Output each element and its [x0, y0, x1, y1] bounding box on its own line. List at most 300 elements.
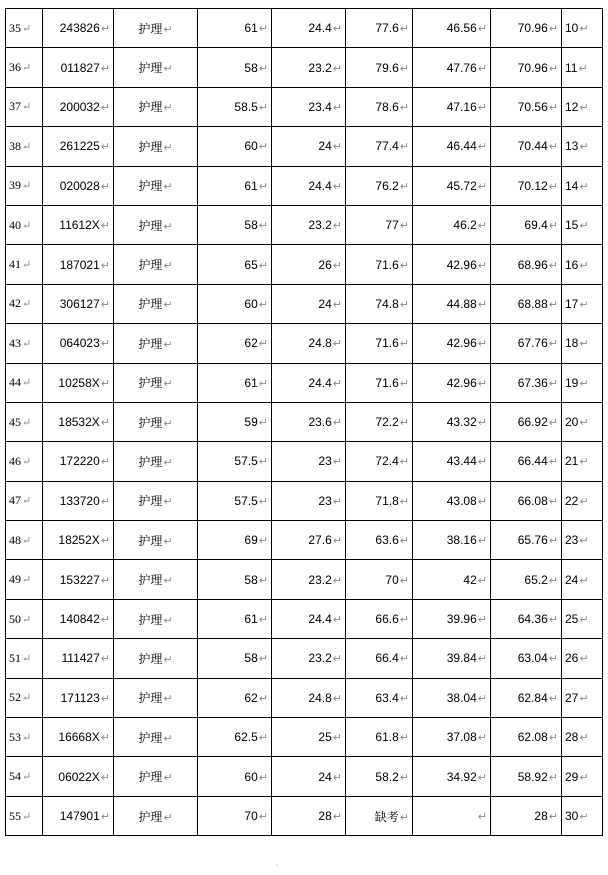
- cell-value: 55: [9, 808, 21, 823]
- paragraph-mark-icon: ↵: [477, 456, 487, 469]
- paragraph-mark-icon: ↵: [399, 732, 409, 745]
- cell-value: 37.08: [446, 730, 477, 745]
- score-b-cell: [272, 205, 346, 244]
- cell-value: 35: [9, 20, 21, 35]
- paragraph-mark-icon: ↵: [477, 298, 487, 311]
- table-row: [6, 87, 603, 126]
- total-score-cell: [491, 245, 562, 284]
- paragraph-mark-icon: ↵: [399, 574, 409, 587]
- paragraph-mark-icon: ↵: [163, 260, 173, 273]
- score-d-cell: [413, 284, 491, 323]
- cell-value: 护理: [138, 376, 163, 391]
- paragraph-mark-icon: ↵: [477, 101, 487, 114]
- major-cell: [114, 678, 198, 717]
- cell-value: 10258X: [58, 375, 100, 390]
- paragraph-mark-icon: ↵: [100, 417, 110, 430]
- id-cell: [43, 245, 114, 284]
- major-cell: [114, 324, 198, 363]
- score-d-cell: [413, 245, 491, 284]
- cell-value: 57.5: [234, 493, 258, 508]
- paragraph-mark-icon: ↵: [163, 653, 173, 666]
- paragraph-mark-icon: ↵: [399, 338, 409, 351]
- cell-value: 23: [565, 533, 579, 548]
- table-row: [6, 9, 603, 48]
- row-number-cell: [6, 599, 43, 638]
- cell-value: 187021: [59, 257, 100, 272]
- cell-value: 47.16: [446, 99, 477, 114]
- cell-value: 58.92: [517, 769, 548, 784]
- id-cell: [43, 639, 114, 678]
- cell-value: 70.96: [517, 21, 548, 36]
- score-c-cell: [346, 442, 413, 481]
- id-cell: [43, 87, 114, 126]
- score-d-cell: [413, 324, 491, 363]
- cell-value: 护理: [138, 454, 163, 469]
- score-a-cell: [198, 205, 272, 244]
- cell-value: 38.16: [446, 533, 477, 548]
- paragraph-mark-icon: ↵: [548, 141, 558, 154]
- score-c-cell: [346, 205, 413, 244]
- paragraph-mark-icon: ↵: [477, 417, 487, 430]
- paragraph-mark-icon: ↵: [100, 574, 110, 587]
- cell-value: 66.92: [517, 415, 548, 430]
- row-number-cell: [6, 718, 43, 757]
- rank-cell: [562, 639, 603, 678]
- paragraph-mark-icon: ↵: [332, 141, 342, 154]
- paragraph-mark-icon: ↵: [22, 652, 32, 665]
- cell-value: 13: [565, 139, 579, 154]
- paragraph-mark-icon: ↵: [399, 141, 409, 154]
- paragraph-mark-icon: ↵: [399, 653, 409, 666]
- cell-value: 68.96: [517, 257, 548, 272]
- cell-value: 62.08: [517, 730, 548, 745]
- cell-value: 23: [318, 493, 332, 508]
- cell-value: 153227: [59, 572, 100, 587]
- paragraph-mark-icon: ↵: [258, 732, 268, 745]
- paragraph-mark-icon: ↵: [332, 377, 342, 390]
- paragraph-mark-icon: ↵: [477, 141, 487, 154]
- paragraph-mark-icon: ↵: [100, 141, 110, 154]
- paragraph-mark-icon: ↵: [100, 62, 110, 75]
- score-b-cell: [272, 245, 346, 284]
- cell-value: 24.4: [308, 21, 332, 36]
- id-cell: [43, 402, 114, 441]
- table-row: [6, 757, 603, 796]
- cell-value: 护理: [138, 651, 163, 666]
- cell-value: 15: [565, 218, 579, 233]
- score-d-cell: [413, 205, 491, 244]
- cell-value: 24.8: [308, 336, 332, 351]
- cell-value: 护理: [138, 494, 163, 509]
- cell-value: 23.6: [308, 415, 332, 430]
- total-score-cell: [491, 481, 562, 520]
- row-number-cell: [6, 521, 43, 560]
- rank-cell: [562, 560, 603, 599]
- rank-cell: [562, 166, 603, 205]
- cell-value: 25: [565, 612, 579, 627]
- cell-value: 65.2: [524, 572, 548, 587]
- score-a-cell: [198, 560, 272, 599]
- paragraph-mark-icon: ↵: [579, 653, 589, 666]
- paragraph-mark-icon: ↵: [100, 614, 110, 627]
- major-cell: [114, 284, 198, 323]
- paragraph-mark-icon: ↵: [100, 180, 110, 193]
- paragraph-mark-icon: ↵: [477, 220, 487, 233]
- table-row: [6, 678, 603, 717]
- cell-value: 68.88: [517, 296, 548, 311]
- paragraph-mark-icon: ↵: [100, 377, 110, 390]
- score-b-cell: [272, 560, 346, 599]
- score-c-cell: [346, 87, 413, 126]
- cell-value: 261225: [59, 139, 100, 154]
- cell-value: 26: [318, 257, 332, 272]
- cell-value: 43.44: [446, 454, 477, 469]
- score-a-cell: [198, 639, 272, 678]
- id-cell: [43, 678, 114, 717]
- cell-value: 66.44: [517, 454, 548, 469]
- paragraph-mark-icon: ↵: [163, 535, 173, 548]
- score-c-cell: [346, 481, 413, 520]
- major-cell: [114, 48, 198, 87]
- rank-cell: [562, 481, 603, 520]
- paragraph-mark-icon: ↵: [548, 535, 558, 548]
- table-row: [6, 481, 603, 520]
- major-cell: [114, 560, 198, 599]
- paragraph-mark-icon: ↵: [163, 456, 173, 469]
- paragraph-mark-icon: ↵: [332, 101, 342, 114]
- major-cell: [114, 521, 198, 560]
- cell-value: 23.2: [308, 218, 332, 233]
- paragraph-mark-icon: ↵: [548, 417, 558, 430]
- cell-value: 39.84: [446, 651, 477, 666]
- id-cell: [43, 166, 114, 205]
- paragraph-mark-icon: ↵: [332, 62, 342, 75]
- score-a-cell: [198, 718, 272, 757]
- cell-value: 51: [9, 650, 21, 665]
- cell-value: 79.6: [375, 60, 399, 75]
- row-number-cell: [6, 442, 43, 481]
- cell-value: 58: [244, 60, 258, 75]
- cell-value: 11: [565, 60, 578, 75]
- major-cell: [114, 87, 198, 126]
- cell-value: 46.56: [446, 21, 477, 36]
- cell-value: 61: [244, 612, 258, 627]
- paragraph-mark-icon: ↵: [258, 574, 268, 587]
- paragraph-mark-icon: ↵: [22, 771, 32, 784]
- id-cell: [43, 9, 114, 48]
- paragraph-mark-icon: ↵: [399, 614, 409, 627]
- paragraph-mark-icon: ↵: [258, 535, 268, 548]
- score-b-cell: [272, 796, 346, 835]
- cell-value: 66.4: [375, 651, 399, 666]
- cell-value: 38: [9, 138, 21, 153]
- score-b-cell: [272, 678, 346, 717]
- cell-value: 27.6: [308, 533, 332, 548]
- cell-value: 65: [244, 257, 258, 272]
- id-cell: [43, 127, 114, 166]
- major-cell: [114, 718, 198, 757]
- major-cell: [114, 757, 198, 796]
- score-a-cell: [198, 245, 272, 284]
- cell-value: 29: [565, 769, 579, 784]
- paragraph-mark-icon: ↵: [399, 23, 409, 36]
- paragraph-mark-icon: ↵: [578, 62, 588, 75]
- paragraph-mark-icon: ↵: [163, 299, 173, 312]
- cell-value: 70: [244, 809, 258, 823]
- cell-value: 23.2: [308, 60, 332, 75]
- paragraph-mark-icon: ↵: [163, 614, 173, 627]
- score-d-cell: [413, 402, 491, 441]
- paragraph-mark-icon: ↵: [258, 495, 268, 508]
- cell-value: 42: [9, 296, 21, 311]
- table-row: [6, 245, 603, 284]
- rank-cell: [562, 127, 603, 166]
- paragraph-mark-icon: ↵: [477, 180, 487, 193]
- score-c-cell: [346, 245, 413, 284]
- total-score-cell: [491, 48, 562, 87]
- cell-value: 63.04: [517, 651, 548, 666]
- score-d-cell: [413, 481, 491, 520]
- cell-value: 77.6: [375, 21, 399, 36]
- paragraph-mark-icon: ↵: [477, 259, 487, 272]
- paragraph-mark-icon: ↵: [22, 377, 32, 390]
- paragraph-mark-icon: ↵: [579, 614, 589, 627]
- cell-value: 133720: [59, 493, 100, 508]
- paragraph-mark-icon: ↵: [100, 220, 110, 233]
- paragraph-mark-icon: ↵: [548, 101, 558, 114]
- paragraph-mark-icon: ↵: [258, 377, 268, 390]
- cell-value: 65.76: [517, 533, 548, 548]
- paragraph-mark-icon: ↵: [100, 101, 110, 114]
- major-cell: [114, 363, 198, 402]
- paragraph-mark-icon: ↵: [332, 535, 342, 548]
- row-number-cell: [6, 127, 43, 166]
- cell-value: 38.04: [446, 690, 477, 705]
- cell-value: 42.96: [446, 336, 477, 351]
- table-row: [6, 127, 603, 166]
- paragraph-mark-icon: ↵: [22, 495, 32, 508]
- cell-value: 49: [9, 572, 21, 587]
- cell-value: 60: [244, 769, 258, 784]
- cell-value: 24.4: [308, 612, 332, 627]
- score-b-cell: [272, 718, 346, 757]
- paragraph-mark-icon: ↵: [548, 811, 558, 823]
- row-number-cell: [6, 284, 43, 323]
- cell-value: 61.8: [375, 730, 399, 745]
- major-cell: [114, 205, 198, 244]
- cell-value: 23.2: [308, 651, 332, 666]
- cell-value: 护理: [138, 21, 163, 36]
- paragraph-mark-icon: ↵: [399, 377, 409, 390]
- row-number-cell: [6, 9, 43, 48]
- major-cell: [114, 599, 198, 638]
- paragraph-mark-icon: ↵: [399, 298, 409, 311]
- major-cell: [114, 639, 198, 678]
- total-score-cell: [491, 363, 562, 402]
- paragraph-mark-icon: ↵: [399, 417, 409, 430]
- paragraph-mark-icon: ↵: [258, 771, 268, 784]
- score-d-cell: [413, 127, 491, 166]
- cell-value: 77.4: [375, 139, 399, 154]
- score-d-cell: [413, 166, 491, 205]
- cell-value: 24.4: [308, 178, 332, 193]
- cell-value: 61: [244, 21, 258, 36]
- paragraph-mark-icon: ↵: [579, 417, 589, 430]
- cell-value: 45.72: [446, 178, 477, 193]
- table-row: [6, 442, 603, 481]
- score-b-cell: [272, 9, 346, 48]
- rank-cell: [562, 363, 603, 402]
- id-cell: [43, 481, 114, 520]
- total-score-cell: [491, 521, 562, 560]
- paragraph-mark-icon: ↵: [579, 535, 589, 548]
- paragraph-mark-icon: ↵: [332, 259, 342, 272]
- cell-value: 46.44: [446, 139, 477, 154]
- cell-value: 43: [9, 335, 21, 350]
- paragraph-mark-icon: ↵: [22, 731, 32, 744]
- total-score-cell: [491, 9, 562, 48]
- score-d-cell: [413, 521, 491, 560]
- score-c-cell: [346, 560, 413, 599]
- major-cell: [114, 442, 198, 481]
- cell-value: 护理: [138, 61, 163, 76]
- paragraph-mark-icon: ↵: [22, 534, 32, 547]
- rank-cell: [562, 48, 603, 87]
- cell-value: 26: [565, 651, 579, 666]
- paragraph-mark-icon: ↵: [477, 23, 487, 36]
- paragraph-mark-icon: ↵: [399, 811, 409, 824]
- cell-value: 21: [565, 454, 579, 469]
- paragraph-mark-icon: ↵: [399, 771, 409, 784]
- table-row: [6, 718, 603, 757]
- paragraph-mark-icon: ↵: [258, 62, 268, 75]
- id-cell: [43, 599, 114, 638]
- total-score-cell: [491, 87, 562, 126]
- paragraph-mark-icon: ↵: [163, 181, 173, 194]
- id-cell: [43, 521, 114, 560]
- paragraph-mark-icon: ↵: [258, 23, 268, 36]
- paragraph-mark-icon: ↵: [163, 575, 173, 588]
- score-b-cell: [272, 284, 346, 323]
- paragraph-mark-icon: ↵: [22, 140, 32, 153]
- cell-value: 71.6: [375, 257, 399, 272]
- cell-value: 020028: [59, 178, 100, 193]
- score-d-cell: [413, 87, 491, 126]
- cell-value: 44.88: [446, 296, 477, 311]
- cell-value: 护理: [138, 730, 163, 745]
- score-a-cell: [198, 402, 272, 441]
- cell-value: 58.2: [375, 769, 399, 784]
- score-c-cell: [346, 127, 413, 166]
- rank-cell: [562, 599, 603, 638]
- cell-value: 护理: [138, 533, 163, 548]
- table-row: [6, 796, 603, 835]
- score-a-cell: [198, 166, 272, 205]
- paragraph-mark-icon: ↵: [163, 102, 173, 115]
- cell-value: 43.32: [446, 415, 477, 430]
- paragraph-mark-icon: ↵: [477, 338, 487, 351]
- score-a-cell: [198, 521, 272, 560]
- table-row: [6, 521, 603, 560]
- score-b-cell: [272, 87, 346, 126]
- paragraph-mark-icon: ↵: [579, 259, 589, 272]
- cell-value: 60: [244, 139, 258, 154]
- paragraph-mark-icon: ↵: [22, 22, 32, 35]
- cell-value: 48: [9, 532, 21, 547]
- cell-value: 18252X: [58, 533, 100, 548]
- cell-value: 243826: [59, 21, 100, 36]
- score-b-cell: [272, 363, 346, 402]
- paragraph-mark-icon: ↵: [332, 456, 342, 469]
- cell-value: 58: [244, 572, 258, 587]
- total-score-cell: [491, 127, 562, 166]
- paragraph-mark-icon: ↵: [100, 23, 110, 36]
- cell-value: 63.6: [375, 533, 399, 548]
- score-c-cell: [346, 166, 413, 205]
- paragraph-mark-icon: ↵: [258, 180, 268, 193]
- paragraph-mark-icon: ↵: [548, 338, 558, 351]
- score-c-cell: [346, 678, 413, 717]
- table-row: [6, 205, 603, 244]
- rank-cell: [562, 718, 603, 757]
- cell-value: 57.5: [234, 454, 258, 469]
- row-number-cell: [6, 324, 43, 363]
- page-end-mark: ⸱: [276, 861, 279, 870]
- paragraph-mark-icon: ↵: [100, 692, 110, 705]
- paragraph-mark-icon: ↵: [332, 732, 342, 745]
- cell-value: 24.4: [308, 375, 332, 390]
- paragraph-mark-icon: ↵: [548, 771, 558, 784]
- paragraph-mark-icon: ↵: [163, 417, 173, 430]
- cell-value: 72.4: [375, 454, 399, 469]
- paragraph-mark-icon: ↵: [258, 298, 268, 311]
- cell-value: 58: [244, 218, 258, 233]
- total-score-cell: [491, 402, 562, 441]
- paragraph-mark-icon: ↵: [100, 298, 110, 311]
- cell-value: 58.5: [234, 99, 258, 114]
- major-cell: [114, 127, 198, 166]
- cell-value: 23: [318, 454, 332, 469]
- cell-value: 59: [244, 415, 258, 430]
- cell-value: 24: [565, 572, 579, 587]
- cell-value: 22: [565, 493, 579, 508]
- cell-value: 护理: [138, 336, 163, 351]
- paragraph-mark-icon: ↵: [163, 378, 173, 391]
- score-c-cell: [346, 284, 413, 323]
- cell-value: 11612X: [59, 218, 100, 233]
- cell-value: 66.6: [375, 612, 399, 627]
- paragraph-mark-icon: ↵: [163, 338, 173, 351]
- paragraph-mark-icon: ↵: [332, 692, 342, 705]
- paragraph-mark-icon: ↵: [477, 811, 487, 823]
- score-d-cell: [413, 9, 491, 48]
- cell-value: 111427: [61, 651, 100, 666]
- id-cell: [43, 284, 114, 323]
- paragraph-mark-icon: ↵: [579, 298, 589, 311]
- paragraph-mark-icon: ↵: [579, 771, 589, 784]
- paragraph-mark-icon: ↵: [579, 732, 589, 745]
- paragraph-mark-icon: ↵: [579, 377, 589, 390]
- id-cell: [43, 48, 114, 87]
- total-score-cell: [491, 560, 562, 599]
- paragraph-mark-icon: ↵: [258, 417, 268, 430]
- paragraph-mark-icon: ↵: [258, 338, 268, 351]
- cell-value: 17: [565, 296, 579, 311]
- paragraph-mark-icon: ↵: [548, 220, 558, 233]
- cell-value: 39.96: [446, 612, 477, 627]
- score-d-cell: [413, 757, 491, 796]
- score-a-cell: [198, 284, 272, 323]
